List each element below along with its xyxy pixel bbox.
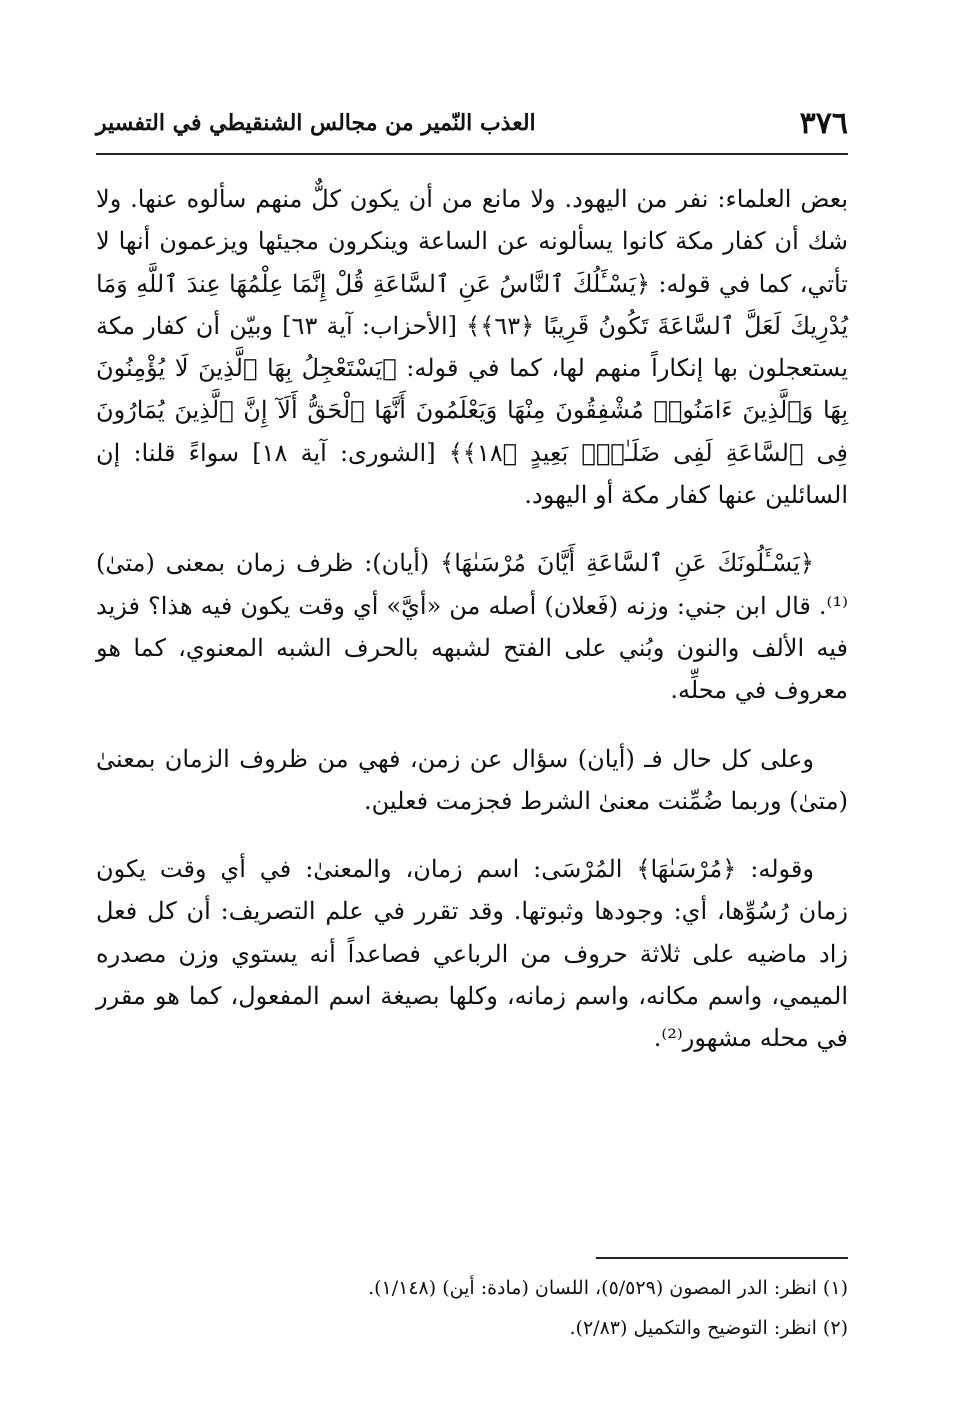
footnote-divider	[596, 1257, 848, 1259]
footnote-2: (٢) انظر: التوضيح والتكميل (٢/٨٣).	[569, 1317, 848, 1339]
footnote-1: (١) انظر: الدر المصون (٥/٥٢٩)، اللسان (مادة: أين) (١/١٤٨).	[368, 1277, 848, 1299]
page-number: ٣٧٦	[799, 105, 848, 141]
paragraph-3: وعلى كل حال فـ (أيان) سؤال عن زمن، فهي من ظروف الزمان بمعنىٰ (متىٰ) وربما ضُمِّنت معنىٰ الشرط فجزمت فعلين.	[96, 744, 848, 815]
footnotes	[96, 1270, 848, 1350]
page-header	[96, 100, 848, 146]
header-divider	[96, 153, 848, 155]
main-text	[96, 178, 848, 1086]
paragraph-1: بعض العلماء: نفر من اليهود. ولا مانع من أن يكون كلٌّ منهم سألوه عنها. ولا شك أن كفار مكة كانوا يسألونه عن الساعة وينكرون مجيئها ويزعمون أنها لا تأتي، كما في قوله: ﴿يَسْـَٔلُكَ ٱلنَّاسُ عَنِ ٱلسَّاعَةِ قُلْ إِنَّمَا عِلْمُهَا عِندَ ٱللَّهِ وَمَا يُدْرِيكَ لَعَلَّ ٱلسَّاعَةَ تَكُونُ قَرِيبًا ﴿٦٣﴾﴾ [الأحزاب: آية ٦٣] وبيّن أن كفار مكة يستعجلون بها إنكاراً منهم لها، كما في قوله: ﴿يَسْتَعْجِلُ بِهَا ٱلَّذِينَ لَا يُؤْمِنُونَ بِهَا وَٱلَّذِينَ ءَامَنُوا۟ مُشْفِقُونَ مِنْهَا وَيَعْلَمُونَ أَنَّهَا ٱلْحَقُّ أَلَآ إِنَّ ٱلَّذِينَ يُمَارُونَ فِى ٱلسَّاعَةِ لَفِى ضَلَـٰلٍۭ بَعِيدٍ ﴿١٨﴾﴾ [الشورى: آية ١٨] سواءً قلنا: إن السائلين عنها كفار مكة أو اليهود.	[96, 185, 849, 510]
paragraph-2: ﴿يَسْـَٔلُونَكَ عَنِ ٱلسَّاعَةِ أَيَّانَ مُرْسَىٰهَا﴾ (أيان): ظرف زمان بمعنى (متىٰ)⁽¹⁾. قال ابن جني: وزنه (فَعلان) أصله من «أيَّ» أي وقت يكون فيه هذا؟ فزيد فيه الألف والنون وبُني على الفتح لشبهه بالحرف الشبه المعنوي، كما هو معروف في محلِّه.	[96, 549, 848, 705]
paragraph-4: وقوله: ﴿مُرْسَىٰهَا﴾ المُرْسَى: اسم زمان، والمعنىٰ: في أي وقت يكون زمان رُسُوِّها، أي: وجودها وثبوتها. وقد تقرر في علم التصريف: أن كل فعل زاد ماضيه على ثلاثة حروف من الرباعي فصاعداً أنه يستوي وزن مصدره الميمي، واسم مكانه، واسم زمانه، وكلها بصيغة اسم المفعول، كما هو مقرر في محله مشهور⁽²⁾.	[96, 855, 848, 1053]
running-title: العذب النّمير من مجالس الشنقيطي في التفسير	[96, 110, 536, 136]
